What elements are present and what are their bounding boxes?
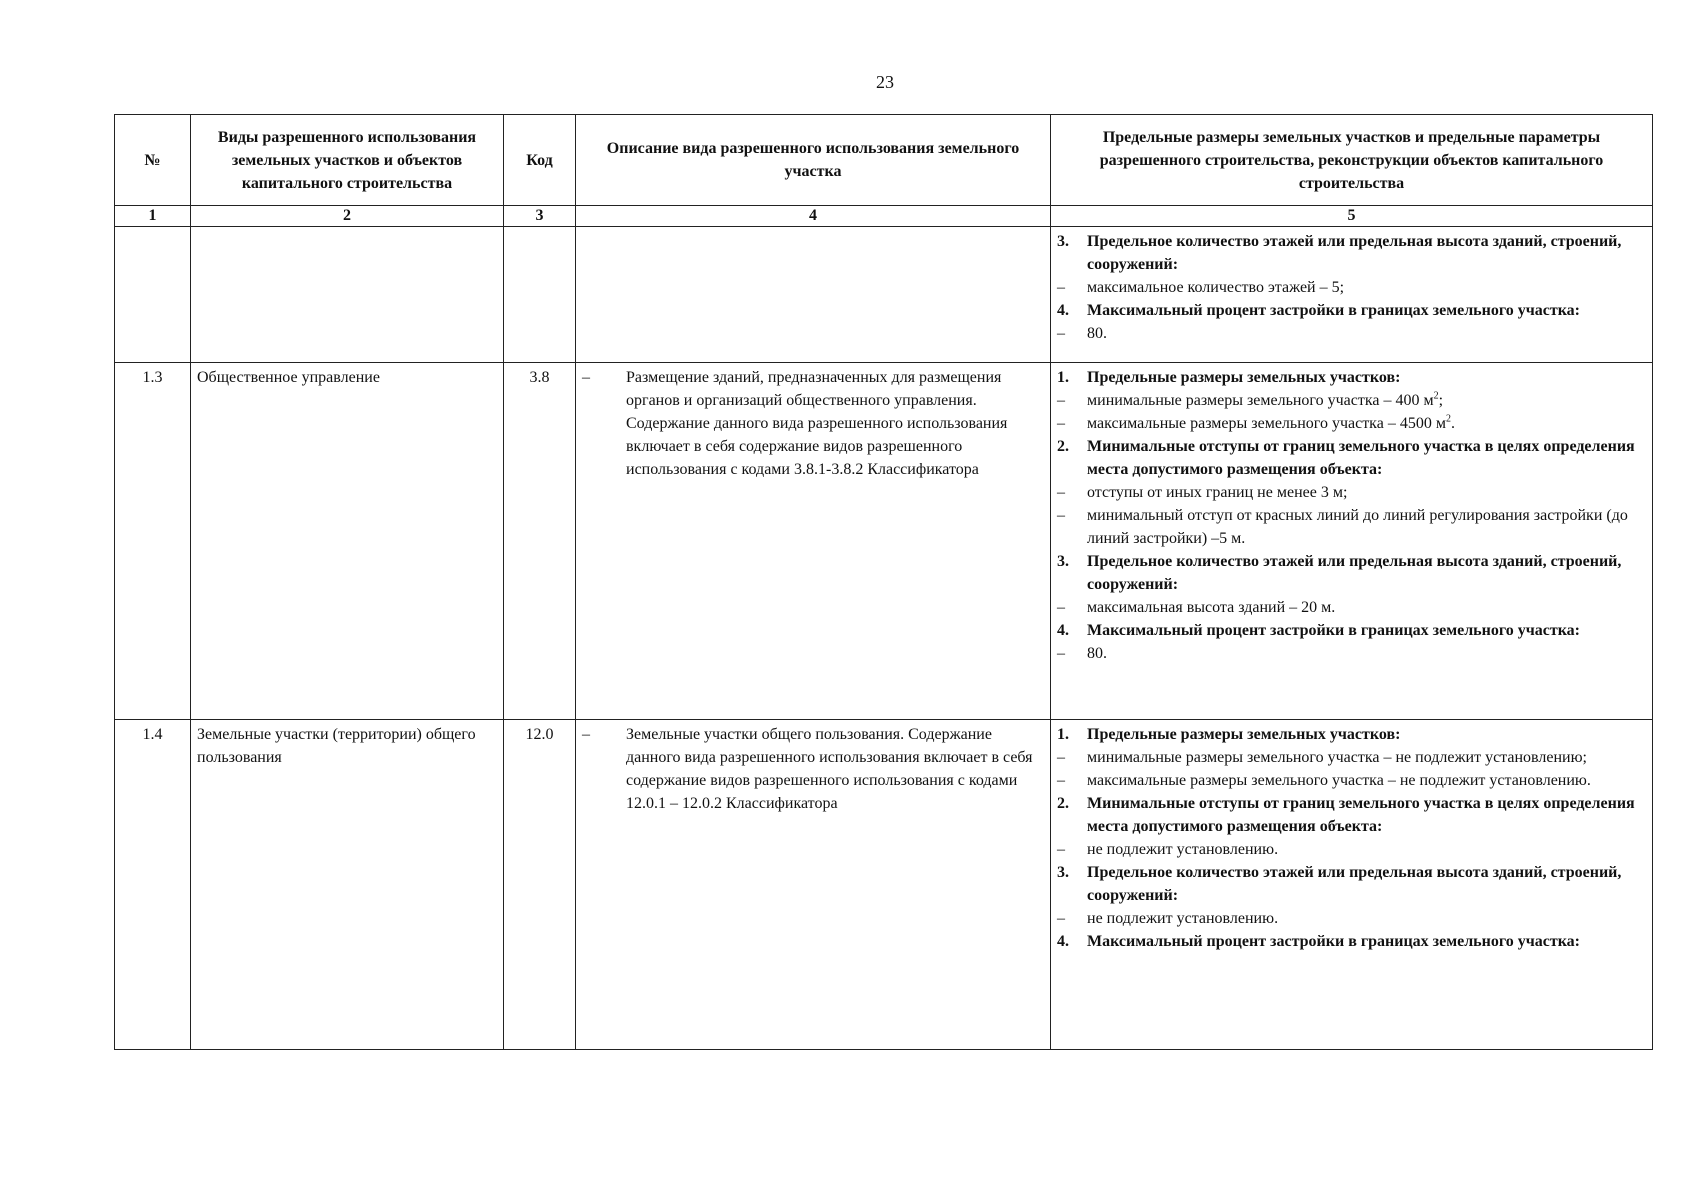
parameter-value [1057, 746, 1646, 769]
parameter-number: 1. [1057, 369, 1069, 386]
parameter-value-text: не подлежит установлению. [1087, 910, 1279, 927]
use-type-name: Земельные участки (территории) общего пользования [191, 720, 504, 1050]
use-code [504, 227, 576, 363]
parameter-heading [1057, 230, 1646, 276]
dash-marker: – [1057, 415, 1065, 432]
column-number: 5 [1051, 206, 1653, 227]
parameter-heading [1057, 366, 1646, 389]
parameter-heading [1057, 435, 1646, 481]
dash-marker: – [1057, 841, 1065, 858]
parameter-value [1057, 642, 1646, 665]
parameter-value-text: максимальные размеры земельного участка – не подлежит установлению. [1087, 772, 1591, 789]
parameter-value-text: отступы от иных границ не менее 3 м; [1087, 484, 1348, 501]
dash-marker: – [582, 726, 590, 743]
use-description [576, 720, 1051, 1050]
dash-marker: – [1057, 599, 1065, 616]
parameter-number: 4. [1057, 933, 1069, 950]
parameter-value [1057, 769, 1646, 792]
parameter-number: 3. [1057, 233, 1069, 250]
parameter-number: 2. [1057, 795, 1069, 812]
parameter-value [1057, 838, 1646, 861]
dash-marker: – [1057, 910, 1065, 927]
parameters-cell [1051, 363, 1653, 720]
parameter-value-text: 80. [1087, 325, 1107, 342]
column-number: 3 [504, 206, 576, 227]
dash-marker: – [1057, 507, 1065, 524]
table-row [115, 720, 1653, 1050]
parameter-value-text: 80. [1087, 645, 1107, 662]
column-number: 4 [576, 206, 1051, 227]
row-number [115, 227, 191, 363]
use-type-name [191, 227, 504, 363]
parameter-title: Предельные размеры земельных участков: [1087, 726, 1401, 743]
parameters-cell [1051, 227, 1653, 363]
dash-marker: – [1057, 392, 1065, 409]
parameter-heading [1057, 792, 1646, 838]
dash-marker: – [1057, 749, 1065, 766]
punctuation: . [1450, 415, 1455, 432]
parameter-value [1057, 907, 1646, 930]
parameter-value [1057, 481, 1646, 504]
parameter-title: Минимальные отступы от границ земельного участка в целях определения места допустимого размещения объекта: [1087, 438, 1635, 478]
use-type-name: Общественное управление [191, 363, 504, 720]
parameter-value [1057, 322, 1646, 345]
column-number-row [115, 206, 1653, 227]
parameter-value-text: минимальные размеры земельного участка – 400 м [1087, 392, 1434, 409]
table-row [115, 227, 1653, 363]
parameters-cell [1051, 720, 1653, 1050]
parameter-value [1057, 596, 1646, 619]
table-row [115, 363, 1653, 720]
superscript: 2 [1445, 413, 1451, 425]
dash-marker: – [1057, 645, 1065, 662]
table-header-row [115, 115, 1653, 206]
parameter-value-text: минимальный отступ от красных линий до линий регулирования застройки (до линий застройки) –5 м. [1087, 507, 1628, 547]
dash-marker: – [1057, 325, 1065, 342]
parameter-title: Максимальный процент застройки в границах земельного участка: [1087, 933, 1580, 950]
parameter-heading [1057, 723, 1646, 746]
parameter-heading [1057, 930, 1646, 953]
description-text: Размещение зданий, предназначенных для размещения органов и организаций общественного управления. Содержание данного вида разрешенного использования включает в себя содержание видов разрешенного использования с кодами 3.8.1-3.8.2 Классификатора [626, 369, 1008, 478]
page-number: 23 [876, 72, 894, 92]
parameter-value-text: максимальное количество этажей – 5; [1087, 279, 1345, 296]
parameter-number: 4. [1057, 302, 1069, 319]
punctuation: ; [1438, 392, 1444, 409]
parameter-heading [1057, 299, 1646, 322]
use-code: 3.8 [504, 363, 576, 720]
parameter-value-text: минимальные размеры земельного участка – не подлежит установлению; [1087, 749, 1587, 766]
parameter-value [1057, 412, 1646, 435]
column-number: 2 [191, 206, 504, 227]
parameter-value [1057, 389, 1646, 412]
row-number: 1.3 [115, 363, 191, 720]
header-number: № [115, 115, 191, 206]
use-description [576, 227, 1051, 363]
header-use-type: Виды разрешенного использования земельных участков и объектов капитального строительства [191, 115, 504, 206]
parameter-title: Предельное количество этажей или предельная высота зданий, строений, сооружений: [1087, 233, 1622, 273]
dash-marker: – [582, 369, 590, 386]
parameter-heading [1057, 550, 1646, 596]
dash-marker: – [1057, 279, 1065, 296]
parameter-title: Предельное количество этажей или предельная высота зданий, строений, сооружений: [1087, 864, 1622, 904]
parameter-heading [1057, 619, 1646, 642]
parameter-title: Максимальный процент застройки в границах земельного участка: [1087, 622, 1580, 639]
parameter-number: 2. [1057, 438, 1069, 455]
header-parameters: Предельные размеры земельных участков и предельные параметры разрешенного строительства, реконструкции объектов капитального строительства [1051, 115, 1653, 206]
row-number: 1.4 [115, 720, 191, 1050]
description-text: Земельные участки общего пользования. Содержание данного вида разрешенного использования включает в себя содержание видов разрешенного использования с кодами 12.0.1 – 12.0.2 Классификатора [626, 726, 1033, 812]
parameter-number: 1. [1057, 726, 1069, 743]
parameter-value-text: максимальные размеры земельного участка – 4500 м [1087, 415, 1446, 432]
parameter-title: Максимальный процент застройки в границах земельного участка: [1087, 302, 1580, 319]
column-number: 1 [115, 206, 191, 227]
parameter-number: 4. [1057, 622, 1069, 639]
parameter-value-text: не подлежит установлению. [1087, 841, 1279, 858]
dash-marker: – [1057, 772, 1065, 789]
parameter-title: Минимальные отступы от границ земельного участка в целях определения места допустимого размещения объекта: [1087, 795, 1635, 835]
parameter-title: Предельные размеры земельных участков: [1087, 369, 1401, 386]
header-description: Описание вида разрешенного использования земельного участка [576, 115, 1051, 206]
dash-marker: – [1057, 484, 1065, 501]
parameter-value [1057, 504, 1646, 550]
use-description [576, 363, 1051, 720]
parameter-heading [1057, 861, 1646, 907]
header-code: Код [504, 115, 576, 206]
parameter-number: 3. [1057, 864, 1069, 881]
parameter-value [1057, 276, 1646, 299]
use-code: 12.0 [504, 720, 576, 1050]
land-use-table [114, 114, 1653, 1050]
parameter-title: Предельное количество этажей или предельная высота зданий, строений, сооружений: [1087, 553, 1622, 593]
superscript: 2 [1433, 390, 1439, 402]
parameter-value-text: максимальная высота зданий – 20 м. [1087, 599, 1336, 616]
parameter-number: 3. [1057, 553, 1069, 570]
